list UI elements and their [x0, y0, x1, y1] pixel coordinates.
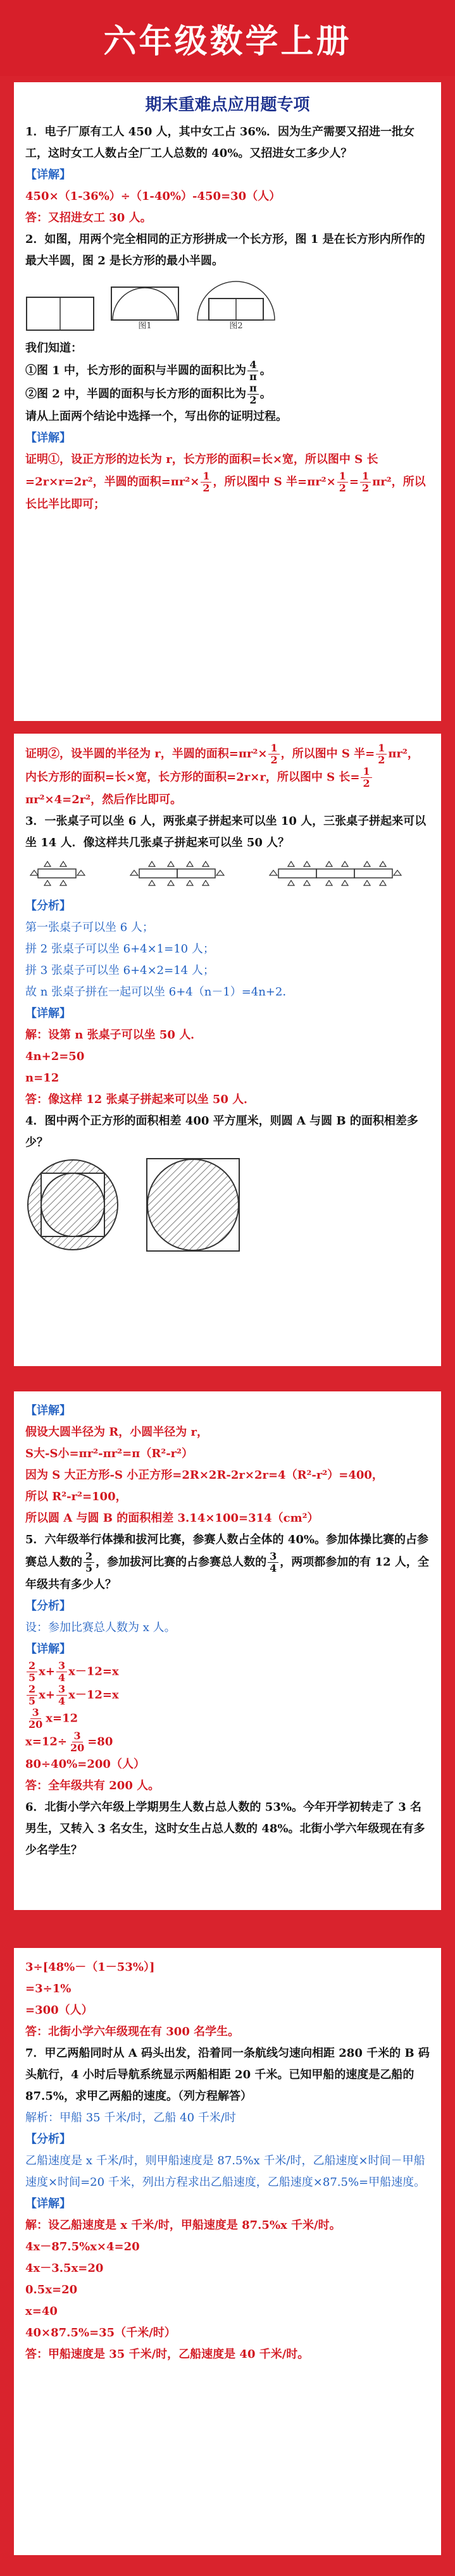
q4-circles-figure [25, 1157, 430, 1252]
figure-2 [195, 276, 277, 331]
q7-d4: 0.5x=20 [25, 2283, 78, 2296]
q5-tag: 【分析】 [25, 1599, 71, 1613]
q7-answer: 答：甲船速度是 35 千米/时，乙船速度是 40 千米/时。 [25, 2348, 309, 2361]
q2-claim-2: ②图 2 中，半圆的面积与长方形的面积比为 $\frac{\pi}{2}$ 。 [25, 382, 271, 406]
q5-eq5: 80÷40%=200（人） [25, 1758, 145, 1771]
q6-d2: =3÷1% [25, 1982, 72, 1995]
q7-tag2: 【详解】 [25, 2197, 71, 2210]
q3-a3: 拼 3 张桌子可以坐 6+4×2=14 人； [25, 964, 215, 977]
q2-know: 我们知道： [25, 342, 82, 355]
q4-d2: S大-S小=πr²-πr²=π（R²-r²） [25, 1447, 194, 1460]
page-title: 六年级数学上册 [103, 22, 352, 61]
q5-tag2: 【详解】 [25, 1642, 71, 1656]
q5-eq1: $\frac{2}{5}$ x+ $\frac{3}{4}$ x－12=x [25, 1660, 430, 1684]
q3-d1: 解：设第 n 张桌子可以坐 50 人． [25, 1028, 203, 1042]
q6-text: 6．北街小学六年级上学期男生人数占总人数的 53%。今年开学初转走了 3 名男生，又转入 3 名女生，这时女生占总人数的 48%。北街小学六年级现在有多少名学生？ [25, 1801, 425, 1857]
q1-text: 1．电子厂原有工人 450 人，其中女工占 36%．因为生产需要又招进一批女工，这时女工人数占全厂工人总数的 40%。又招进女工多少人？ [25, 125, 415, 160]
q4-d5: 所以圆 A 与圆 B 的面积相差 3.14×100=314（cm²） [25, 1512, 319, 1525]
figure-1-label: 图1 [138, 321, 152, 331]
q7-jx: 解析：甲船 35 千米/时，乙船 40 千米/时 [25, 2111, 236, 2124]
q3-tag: 【分析】 [25, 899, 71, 913]
q2-tag: 【详解】 [25, 431, 71, 445]
q1-tag: 【详解】 [25, 168, 71, 182]
q2-claim-1: ①图 1 中，长方形的面积与半圆的面积比为 $\frac{4}{\pi}$ 。 [25, 359, 271, 383]
q1-calc: 450×（1-36%）÷（1-40%）-450=30（人） [25, 190, 281, 203]
q4-d1: 假设大圆半径为 R，小圆半径为 r， [25, 1426, 208, 1439]
q3-a2: 拼 2 张桌子可以坐 6+4×1=10 人； [25, 942, 215, 956]
title-banner [0, 0, 455, 76]
card-4 [14, 1948, 441, 2555]
q7-d3: 4x－3.5x=20 [25, 2262, 104, 2275]
card-1 [14, 82, 441, 721]
q3-tables-figure [25, 858, 430, 889]
q4-tag: 【详解】 [25, 1404, 71, 1417]
q5-text: 5．六年级举行体操和拔河比赛，参赛人数占全体的 40%。参加体操比赛的占参赛总人数的 $\frac{2}{5}$ ，参加拔河比赛的占参赛总人数的 $\frac{3}{4}$ ，两项都参加的有 12 人，全年级共有多少人？ [25, 1533, 429, 1591]
q4-text: 4．图中两个正方形的面积相差 400 平方厘米，则圆 A 与圆 B 的面积相差多少？ [25, 1114, 418, 1149]
q6-d1: 3÷[48%－（1－53%）] [25, 1961, 155, 1974]
q3-a1: 第一张桌子可以坐 6 人； [25, 921, 154, 934]
q7-d5: x=40 [25, 2305, 58, 2318]
q2-text: 2．如图，用两个完全相同的正方形拼成一个长方形，图 1 是在长方形内所作的最大半圆，图 2 是长方形的最小半圆。 [25, 233, 425, 268]
figure-1 [110, 286, 180, 331]
q6-answer: 答：北街小学六年级现在有 300 名学生。 [25, 2025, 240, 2038]
q2-ask: 请从上面两个结论中选择一个，写出你的证明过程。 [25, 410, 287, 423]
q1-answer: 答：又招进女工 30 人。 [25, 211, 152, 225]
q5-eq2: $\frac{2}{5}$ x+ $\frac{3}{4}$ x－12=x [25, 1684, 430, 1707]
q5-eq4: x=12÷ $\frac{3}{20}$ =80 [25, 1730, 113, 1754]
subtitle: 期末重难点应用题专项 [145, 96, 310, 114]
q2-proof-1: 证明①，设正方形的边长为 r，长方形的面积=长×宽，所以图中 S 长=2r×r=2r²，半圆的面积=πr²× $\frac{1}{2}$ ，所以图中 S 半=πr²× $\frac{1}{2}$ = $\frac{1}{2}$ πr²，所以长比半比即可； [25, 453, 426, 511]
q7-d1: 解：设乙船速度是 x 千米/时，甲船速度是 87.5%x 千米/时。 [25, 2219, 341, 2232]
q3-d4: 答：像这样 12 张桌子拼起来可以坐 50 人． [25, 1093, 256, 1106]
q7-d6: 40×87.5%=35（千米/时） [25, 2326, 176, 2339]
q2-figures [25, 276, 430, 331]
q4-d4: 所以 R²-r²=100， [25, 1490, 127, 1503]
q5-eq3: $\frac{3}{20}$ x=12 [28, 1706, 78, 1730]
figure-2-label: 图2 [229, 321, 243, 331]
q7-text: 7．甲乙两船同时从 A 码头出发，沿着同一条航线匀速向相距 280 千米的 B 码头航行，4 小时后导航系统显示两船相距 20 千米。已知甲船的速度是乙船的 87.5%，求甲乙两船的速度。（列方程解答） [25, 2047, 430, 2103]
q2-proof-2: 证明②，设半圆的半径为 r，半圆的面积=πr²× $\frac{1}{2}$ ，所以图中 S 半= $\frac{1}{2}$ πr²，内长方形的面积=长×宽，长方形的面积=2r×r，所以图中 S 长= $\frac{1}{2}$ πr²×4=2r²，然后作比即可。 [25, 742, 419, 806]
q3-text: 3．一张桌子可以坐 6 人，两张桌子拼起来可以坐 10 人，三张桌子拼起来可以坐 14 人．像这样共几张桌子拼起来可以坐 50 人？ [25, 815, 427, 849]
q3-d2: 4n+2=50 [25, 1050, 85, 1063]
q7-tag: 【分析】 [25, 2133, 71, 2146]
q3-a4: 故 n 张桌子拼在一起可以坐 6+4（n－1）=4n+2． [25, 985, 294, 999]
rect-figure [25, 296, 95, 331]
q3-d3: n=12 [25, 1071, 59, 1085]
card-3 [14, 1391, 441, 1910]
q6-d3: =300（人） [25, 2004, 93, 2017]
q5-answer: 答：全年级共有 200 人。 [25, 1779, 160, 1792]
q4-d3: 因为 S 大正方形-S 小正方形=2R×2R-2r×2r=4（R²-r²）=400， [25, 1469, 383, 1482]
q7-d2: 4x－87.5%x×4=20 [25, 2240, 140, 2253]
q3-tag2: 【详解】 [25, 1007, 71, 1020]
q5-a1: 设：参加比赛总人数为 x 人。 [25, 1621, 176, 1634]
q7-a1: 乙船速度是 x 千米/时，则甲船速度是 87.5%x 千米/时，乙船速度×时间－甲船速度×时间=20 千米，列出方程求出乙船速度，乙船速度×87.5%=甲船速度。 [25, 2154, 426, 2189]
card-2 [14, 734, 441, 1366]
